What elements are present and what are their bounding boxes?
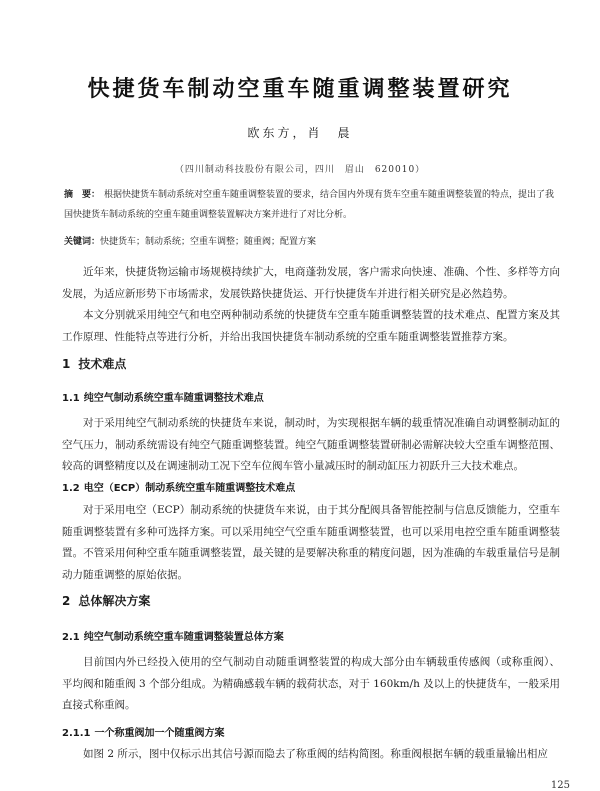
- section-title: 技术难点: [78, 357, 127, 371]
- section-number: 1.1: [62, 393, 80, 404]
- abstract-text: 根据快捷货车制动系统对空重车随重调整装置的要求，结合国内外现有货车空重车随重调整装置的特点，提出了我国快捷货车制动系统的空重车随重调整装置解决方案并进行了对比分析。: [64, 190, 555, 220]
- section-1-2-paragraph: 对于采用电空（ECP）制动系统的快捷货车来说，由于其分配阀具备智能控制与信息反馈能力，空重车随重调整装置有多种可选择方案。可以采用纯空气空重车随重调整装置，也可以采用电控空重车随重调整装置。不管采用何种空重车随重调整装置，最关键的是要解决称重的精度问题，因为准确的车载重量信号是制动力随重调整的原始依据。: [62, 504, 560, 581]
- paper-title: 快捷货车制动空重车随重调整装置研究: [87, 77, 513, 102]
- section-1-2-heading: [62, 479, 295, 494]
- section-title: 总体解决方案: [78, 594, 151, 608]
- section-number: 1: [62, 357, 71, 371]
- section-title: 纯空气制动系统空重车随重调整装置总体方案: [83, 632, 284, 643]
- keywords-label: 关键词：: [64, 237, 101, 247]
- section-2-1-heading: [62, 628, 284, 643]
- section-number: 2: [62, 594, 71, 608]
- section-2-1-paragraph: 目前国内外已经投入使用的空气制动自动随重调整装置的构成大部分由车辆载重传感阀（或称重阀）、平均阀和随重阀 3 个部分组成。为精确感载车辆的载荷状态，对于 160km/h 及以上的快捷货车，一般采用直接式称重阀。: [62, 656, 560, 711]
- section-2-1-1-heading: [62, 724, 224, 739]
- abstract: [64, 185, 560, 225]
- section-2-heading: [62, 592, 150, 609]
- keywords: [64, 234, 560, 247]
- section-title: 电空（ECP）制动系统空重车随重调整技术难点: [83, 483, 296, 494]
- keywords-text: 快捷货车；制动系统；空重车调整；随重阀；配置方案: [100, 237, 317, 247]
- page-number: 125: [550, 780, 570, 791]
- section-number: 2.1.1: [62, 728, 91, 739]
- section-1-1-paragraph: 对于采用纯空气制动系统的快捷货车来说，制动时，为实现根据车辆的载重情况准确自动调整制动缸的空气压力，制动系统需设有纯空气随重调整装置。纯空气随重调整装置研制必需解决较大空重车调整范围、较高的调整精度以及在调速制动工况下空车位阀车管小量减压时的制动缸压力初跃升三大技术难点。: [62, 417, 560, 472]
- section-title: 一个称重阀加一个随重阀方案: [94, 728, 225, 739]
- section-title: 纯空气制动系统空重车随重调整技术难点: [83, 393, 264, 404]
- abstract-label: 摘 要：: [64, 190, 101, 200]
- section-1-1-heading: [62, 389, 264, 404]
- affiliation: （四川制动科技股份有限公司，四川 眉山 620010）: [174, 165, 426, 175]
- section-number: 2.1: [62, 632, 80, 643]
- section-2-1-1-paragraph: 如图 2 所示，图中仅标示出其信号源而隐去了称重阀的结构简图。称重阀根据车辆的载重量输出相应: [83, 748, 548, 760]
- author-line: 欧东方，肖 晨: [247, 126, 353, 140]
- section-1-heading: [62, 355, 126, 372]
- intro-paragraph-1: 近年来，快捷货物运输市场规模持续扩大，电商蓬勃发展，客户需求向快速、准确、个性、多样等方向发展，为适应新形势下市场需求，发展铁路快捷货运、开行快捷货车并进行相关研究是必然趋势。: [62, 266, 560, 300]
- section-number: 1.2: [62, 483, 80, 494]
- intro-paragraph-2: 本文分别就采用纯空气和电空两种制动系统的快捷货车空重车随重调整装置的技术难点、配置方案及其工作原理、性能特点等进行分析，并给出我国快捷货车制动系统的空重车随重调整装置推荐方案。: [62, 309, 560, 343]
